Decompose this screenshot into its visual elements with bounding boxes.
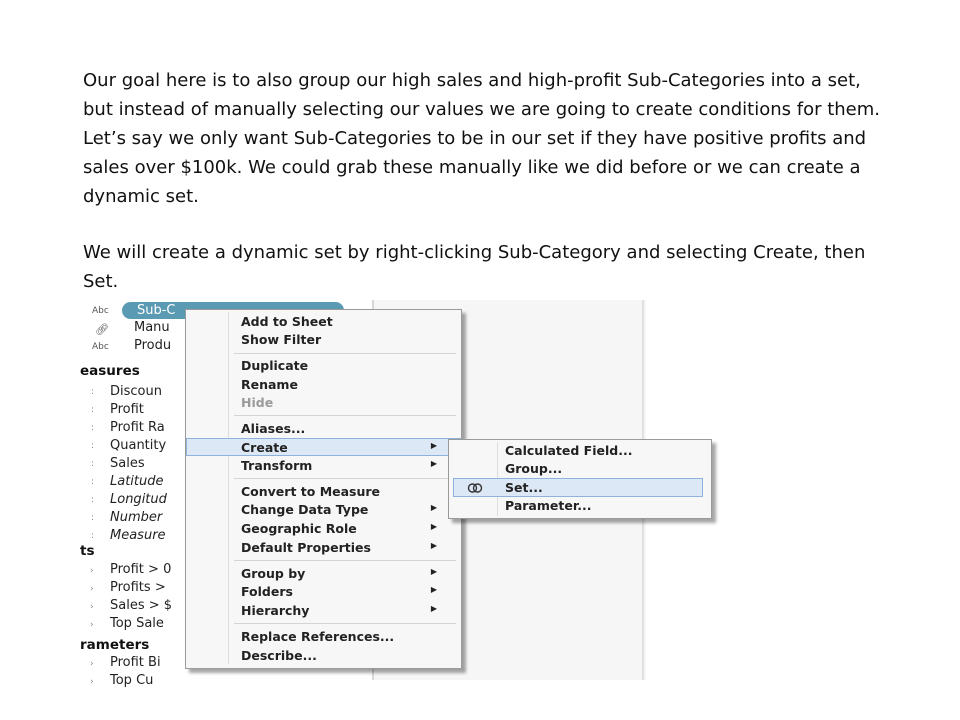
submenu-arrow-icon: ▶	[430, 585, 437, 594]
menu-item-change-data-type[interactable]: Change Data Type ▶	[241, 502, 437, 517]
field-quantity[interactable]: Quantity	[110, 438, 167, 453]
submenu-item-group[interactable]: Group...	[505, 461, 563, 476]
submenu-arrow-icon: ▶	[430, 441, 437, 450]
submenu-arrow-icon: ▶	[430, 541, 437, 550]
set-icon	[467, 483, 483, 493]
parameters-header: rameters	[80, 637, 150, 653]
menu-item-duplicate[interactable]: Duplicate	[241, 358, 309, 373]
menu-item-convert-to-measure[interactable]: Convert to Measure	[241, 484, 381, 499]
menu-item-replace-references[interactable]: Replace References...	[241, 629, 395, 644]
tableau-screenshot	[80, 300, 646, 688]
param-profit-bin[interactable]: Profit Bi	[110, 655, 161, 670]
menu-item-create[interactable]: Create ▶	[186, 438, 461, 456]
create-submenu	[448, 439, 712, 519]
field-number-of-records[interactable]: Number	[110, 510, 163, 525]
field-profit-ratio[interactable]: Profit Ra	[110, 420, 165, 435]
field-longitude[interactable]: Longitud	[110, 492, 167, 507]
menu-item-folders[interactable]: Folders ▶	[241, 584, 437, 599]
menu-separator	[234, 478, 456, 479]
submenu-arrow-icon: ▶	[430, 503, 437, 512]
menu-item-aliases[interactable]: Aliases...	[241, 421, 306, 436]
field-latitude[interactable]: Latitude	[110, 474, 164, 489]
field-manufacturer[interactable]: Manu	[134, 320, 170, 335]
link-icon: 🔗︎	[95, 323, 109, 336]
set-top-sales[interactable]: Top Sale	[110, 616, 164, 631]
field-measure-values[interactable]: Measure	[110, 528, 166, 543]
set-profits[interactable]: Profits >	[110, 580, 166, 595]
sets-header: ts	[80, 543, 95, 559]
menu-item-hierarchy[interactable]: Hierarchy ▶	[241, 603, 437, 618]
set-profit-gt-0[interactable]: Profit > 0	[110, 562, 172, 577]
measures-header: easures	[80, 363, 140, 379]
param-top-customers[interactable]: Top Cu	[110, 673, 154, 688]
submenu-item-calculated-field[interactable]: Calculated Field...	[505, 443, 633, 458]
field-discount[interactable]: Discoun	[110, 384, 162, 399]
menu-separator	[234, 415, 456, 416]
submenu-arrow-icon: ▶	[430, 567, 437, 576]
menu-item-transform[interactable]: Transform ▶	[241, 458, 437, 473]
menu-item-add-to-sheet[interactable]: Add to Sheet	[241, 314, 333, 329]
data-pane: Abc Sub-C 🔗︎ Manu Abc Produ easures : Discoun : Profit : Profit Ra : Quantity : Sales : Latitude : Longitud : Number : Measure ts › Profit > 0 › Profits > › Sales > $ › Top Sale rameters › Profit Bi › Top Cu	[80, 300, 372, 680]
set-sales[interactable]: Sales > $	[110, 598, 173, 613]
menu-item-default-properties[interactable]: Default Properties ▶	[241, 540, 437, 555]
menu-separator	[234, 623, 456, 624]
string-type-icon: Abc	[92, 342, 109, 352]
menu-item-describe[interactable]: Describe...	[241, 648, 317, 663]
menu-separator	[234, 353, 456, 354]
submenu-arrow-icon: ▶	[430, 522, 437, 531]
string-type-icon: Abc	[92, 306, 109, 316]
menu-separator	[234, 560, 456, 561]
instruction-paragraph: We will create a dynamic set by right-clicking Sub-Category and selecting Create, then Set.	[83, 242, 866, 292]
submenu-arrow-icon: ▶	[430, 604, 437, 613]
menu-item-geographic-role[interactable]: Geographic Role ▶	[241, 521, 437, 536]
sub-category-field[interactable]: Sub-C	[137, 303, 176, 318]
field-sales[interactable]: Sales	[110, 456, 145, 471]
intro-paragraph: Our goal here is to also group our high sales and high-profit Sub-Categories into a set, but instead of manually selecting our values we are going to create conditions for them. Let’s say we only want Sub-Categories to be in our set if they have positive profits and sales over $100k. We could grab these manually like we did before or we can create a dynamic set.	[83, 70, 881, 207]
menu-item-rename[interactable]: Rename	[241, 377, 298, 392]
submenu-arrow-icon: ▶	[430, 459, 437, 468]
menu-item-show-filter[interactable]: Show Filter	[241, 332, 322, 347]
context-menu	[185, 309, 462, 669]
menu-item-hide: Hide	[241, 395, 274, 410]
menu-item-group-by[interactable]: Group by ▶	[241, 566, 437, 581]
submenu-item-parameter[interactable]: Parameter...	[505, 498, 592, 513]
field-profit[interactable]: Profit	[110, 402, 144, 417]
submenu-item-set[interactable]: Set...	[453, 478, 703, 497]
field-product[interactable]: Produ	[134, 338, 172, 353]
